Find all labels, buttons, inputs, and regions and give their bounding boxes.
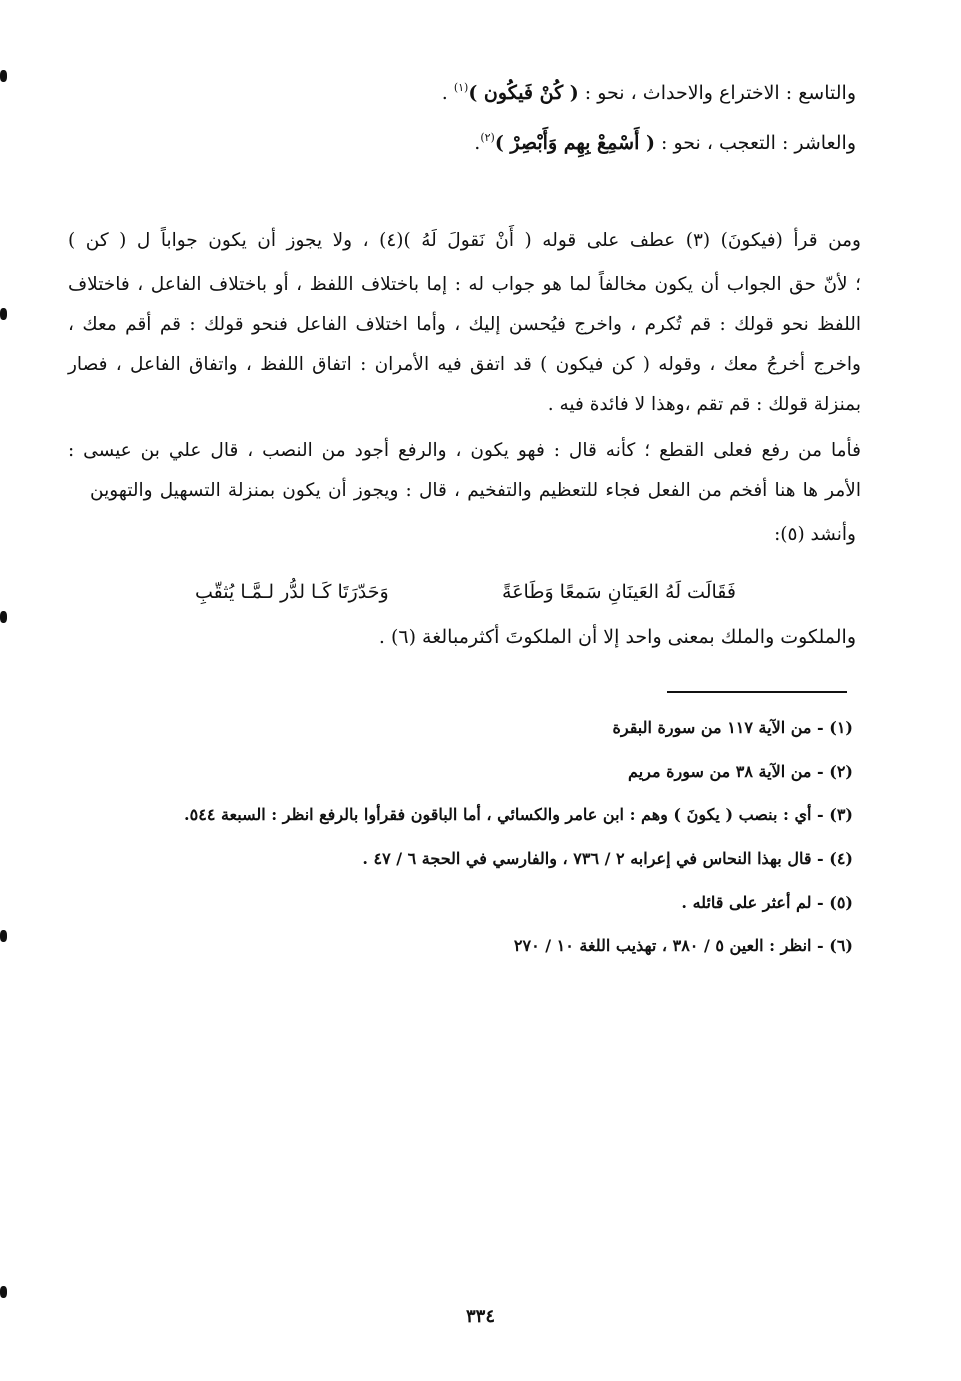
paragraph-line: بمنزلة قولك : قم تقم ،وهذا لا فائدة فيه . [547, 394, 861, 415]
binding-mark [0, 1286, 7, 1298]
verse-tail: . [474, 132, 481, 154]
footnote-ref: (٢) [480, 131, 495, 144]
verse-text: والعاشر : التعجب ، نحو : [654, 132, 856, 154]
footnote: (٢) - من الآية ٣٨ من سورة مريم [628, 762, 853, 781]
paragraph-line: الأمر ها هنا أفخم من الفعل فجاء للتعظيم والتفخيم ، قال : ويجوز أن يكون بمنزلة التسهيل والتهوين [90, 480, 861, 501]
paragraph-line: ؛ لأنّ حق الجواب أن يكون مخالفاً لما هو جواب له : إما باختلاف اللفظ ، أو باختلاف الفاعل ، فاختلاف [68, 274, 861, 295]
binding-mark [0, 70, 7, 82]
page-number: ٣٣٤ [465, 1306, 495, 1327]
footnote-ref: (١) [453, 81, 469, 94]
binding-mark [0, 611, 7, 623]
footnote-separator [667, 691, 847, 693]
paragraph-line: واخرج أخرجُ معك ، وقوله ( كن فيكون ) قد اتفق فيه الأمران : اتفاق اللفظ ، واتفاق الفاعل ، فصار [68, 354, 861, 375]
paragraph-line: ومن قرأ (فيكونَ) (٣) عطف على قوله ( أَنْ نَقولَ لَهُ )(٤) ، ولا يجوز أن يكون جواباً ل ( كن ) [68, 230, 861, 251]
footnote: (٤) - قال بهذا النحاس في إعرابه ٢ / ٧٣٦ ، والفارسي في الحجة ٦ / ٤٧ . [362, 849, 853, 868]
verse-line-ninth [442, 82, 856, 103]
verse-text: والتاسع : الاختراع والاحداث ، نحو : [578, 82, 856, 104]
footnote: (٥) - لم أعثر على قائله . [681, 893, 853, 912]
footnote: (٣) - أي : بنصب ( يكونَ ) وهم : ابن عامر والكسائي ، أما الباقون فقرأوا بالرفع انظر : السبعة ٥٤٤. [184, 805, 853, 824]
binding-mark [0, 308, 7, 320]
quran-quote: ( كُنْ فَيكُون ) [468, 82, 579, 104]
paragraph-line: وأنشد (٥): [774, 524, 856, 545]
poem-hemistich-right: فَقَالَت لَهُ العَينَانِ سَمعًا وَطَاعَةً [502, 581, 736, 603]
quran-quote: ( أَسْمِعْ بِهِم وَأَبْصِرْ ) [494, 132, 655, 154]
closing-line: والملكوت والملك بمعنى واحد إلا أن الملكوتَ أكثرمبالغة (٦) . [378, 626, 856, 648]
footnote: (١) - من الآية ١١٧ من سورة البقرة [612, 718, 853, 737]
footnote: (٦) - انظر : العين ٥ / ٣٨٠ ، تهذيب اللغة ١٠ / ٢٧٠ [513, 936, 853, 955]
verse-tail: . [441, 82, 454, 104]
poem-hemistich-left: وَحَدّرَتَا كَـا لدُّر لـمَّـا يُثقّبِ [195, 581, 389, 603]
paragraph-line: اللفظ نحو قولك : قم تُكرم ، واخرج فيُحسن إليك ، وأما اختلاف الفاعل فنحو قولك : قم أقم معك ، [68, 314, 861, 335]
verse-line-tenth [474, 132, 856, 153]
binding-mark [0, 930, 7, 942]
paragraph-line: فأما من رفع فعلى القطع ؛ كأنه قال : فهو يكون ، والرفع أجود من النصب ، قال علي بن عيسى : [68, 440, 861, 461]
